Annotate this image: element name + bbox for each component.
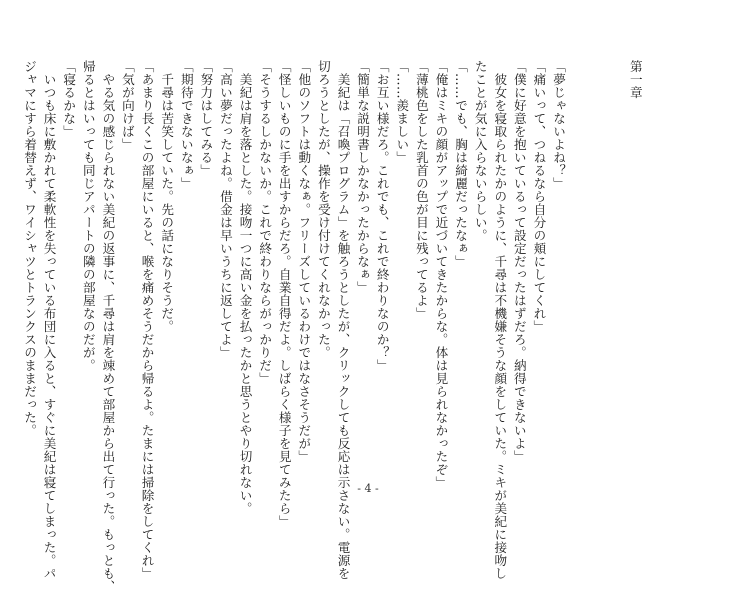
text-line: 「期待できないなぁ」	[178, 60, 194, 190]
text-line: 「……羨ましい」	[394, 60, 410, 164]
text-line: やる気の感じられない美紀の返事に、千尋は肩を竦めて部屋から出て行った。もっとも、	[100, 60, 116, 593]
text-line: 「……でも、胸は綺麗だったなぁ」	[453, 60, 469, 268]
page-number: - 4 -	[357, 482, 379, 495]
text-line: 千尋は苦笑していた。先の話になりそうだ。	[159, 60, 175, 333]
text-line: 「努力はしてみる」	[198, 60, 214, 177]
text-line: 「俺はミキの顔がアップで近づいてきたからな。体は見られなかったぞ」	[433, 60, 449, 489]
text-line: いつも床に敷かれて柔軟性を失っている布団に入ると、すぐに美紀は寝てしまった。パ	[41, 60, 57, 580]
text-line: 「気が向けば」	[119, 60, 135, 151]
text-line: 「簡単な説明書しかなかったからなぁ」	[355, 60, 371, 294]
text-line: 「あまり長くこの部屋にいると、喉を痛めそうだから帰るよ。たまには掃除をしてくれ」	[139, 60, 155, 580]
text-line: 帰るとはいっても同じアパートの隣の部屋なのだが。	[80, 60, 96, 372]
text-line: 「痛いって、つねるなら自分の頬にしてくれ」	[531, 60, 547, 333]
text-line: 「怪しいものに手を出すからだろ。自業自得だよ。しばらく様子を見てみたら」	[276, 60, 292, 528]
text-line: 彼女を寝取られたかのように、千尋は不機嫌そうな顔をしていた。ミキが美紀に接吻し	[492, 60, 508, 580]
text-line: 「寝るかな」	[61, 60, 77, 138]
text-line: 「僕に好意を抱いているって設定だったはずだろ。納得できないよ」	[511, 60, 527, 463]
vertical-text-body	[22, 60, 684, 593]
text-line: 「そうするしかないか。これで終わりならがっかりだ」	[257, 60, 273, 385]
text-line: 美紀は肩を落とした。接吻一つに高い金を払ったかと思うとやり切れない。	[237, 60, 253, 515]
text-line: 「他のソフトは動くなぁ。フリーズしているわけではなさそうだが」	[296, 60, 312, 463]
text-line: 切ろうとしたが、操作を受け付けてくれなかった。	[315, 60, 331, 359]
text-line: 「薄桃色をした乳首の色が目に残ってるよ」	[413, 60, 429, 320]
text-line: たことが気に入らないらしい。	[472, 60, 488, 242]
text-line: 「お互い様だろ。これでも、これで終わりなのか？」	[374, 60, 390, 372]
text-line: ジャマにすら着替えず、ワイシャツとトランクスのままだった。	[22, 60, 37, 437]
text-line: 美紀は「召喚プログラム」を触ろうとしたが、クリックしても反応は示さない。電源を	[335, 60, 351, 580]
text-line: 「夢じゃないよね？」	[551, 60, 567, 190]
text-line: 「高い夢だったよね。借金は早いうちに返してよ」	[217, 60, 233, 359]
text-line	[0, 60, 19, 480]
chapter-title: 第一章	[627, 60, 643, 99]
